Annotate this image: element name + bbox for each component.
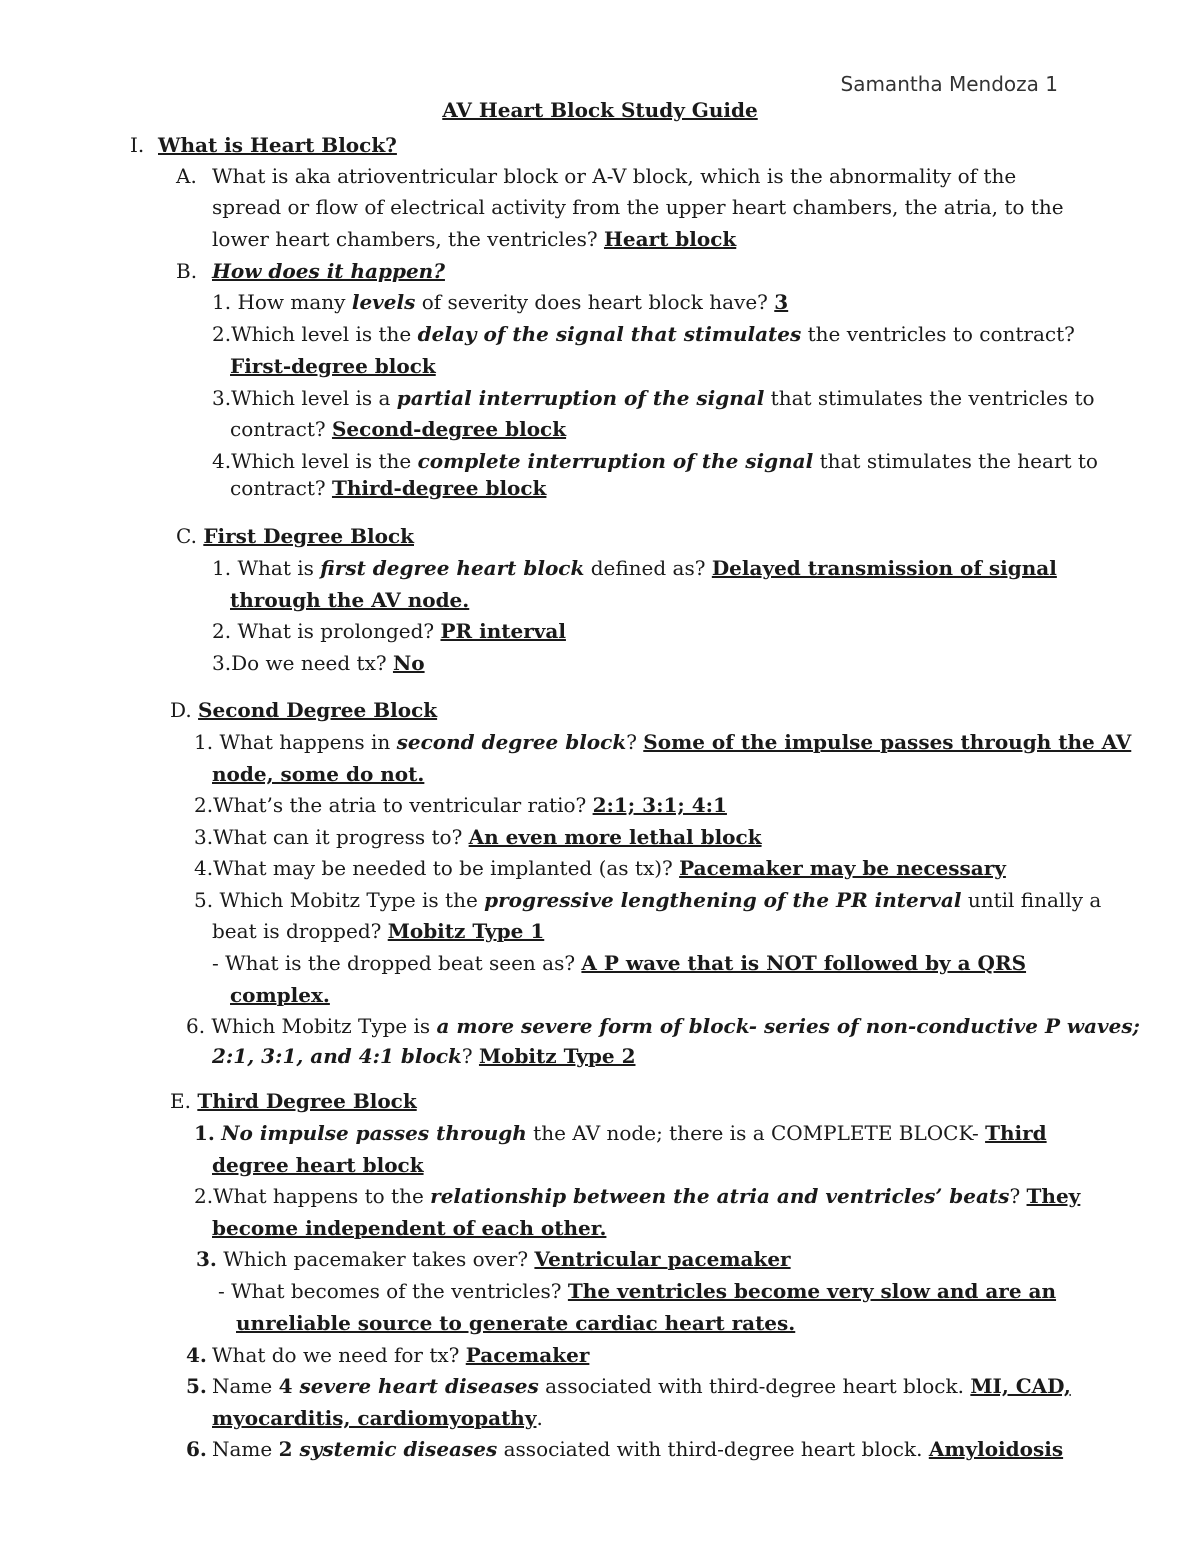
- list-marker: 2.: [212, 619, 232, 643]
- question-text: Which Mobitz Type is the: [219, 888, 485, 912]
- item-d-q5-sub: [212, 950, 1026, 976]
- question-text: lower heart chambers, the ventricles?: [212, 227, 598, 251]
- question-text: Which level is the: [231, 322, 418, 346]
- item-a-line-3: [212, 226, 736, 252]
- answer: degree heart block: [212, 1153, 424, 1177]
- item-c: [176, 523, 414, 549]
- section-heading: Second Degree Block: [198, 698, 438, 722]
- question-text: Do we need tx?: [231, 651, 387, 675]
- item-d: [170, 697, 437, 723]
- emphasis: second degree block: [396, 730, 627, 754]
- item-e: [170, 1088, 417, 1114]
- emphasis: 4: [278, 1374, 300, 1398]
- emphasis: systemic diseases: [299, 1437, 498, 1461]
- question-text: ?: [1009, 1184, 1021, 1208]
- answer: Amyloidosis: [928, 1437, 1064, 1461]
- answer: Heart block: [603, 227, 737, 251]
- emphasis: progressive lengthening of the PR interval: [484, 888, 962, 912]
- item-b-q3-answer: [230, 416, 566, 442]
- question-text: Name: [212, 1437, 279, 1461]
- list-marker: 1.: [194, 1121, 215, 1145]
- question-text: until finally a: [961, 888, 1102, 912]
- answer: Pacemaker may be necessary: [679, 856, 1006, 880]
- item-d-q3: [194, 824, 762, 850]
- question-text: What do we need for tx?: [212, 1343, 460, 1367]
- answer: The ventricles become very slow and are an: [567, 1279, 1057, 1303]
- question-text: .: [536, 1406, 543, 1430]
- item-d-q2: [194, 792, 727, 818]
- answer: myocarditis, cardiomyopathy: [212, 1406, 537, 1430]
- answer: First-degree block: [230, 354, 436, 378]
- section-heading: What is Heart Block?: [158, 133, 397, 157]
- question-text: What happens to the: [213, 1184, 431, 1208]
- answer: An even more lethal block: [468, 825, 762, 849]
- list-marker: 4.: [186, 1343, 207, 1367]
- section-heading: How does it happen?: [212, 259, 445, 283]
- question-text: ?: [461, 1044, 473, 1068]
- answer: complex.: [230, 983, 330, 1007]
- item-e-q5: [186, 1373, 1071, 1399]
- item-d-q1-answer: [212, 761, 424, 787]
- list-marker: 5.: [186, 1374, 207, 1398]
- item-b-q4: [212, 448, 1098, 474]
- page-header-author: Samantha Mendoza 1: [840, 72, 1058, 96]
- answer: Delayed transmission of signal: [711, 556, 1057, 580]
- list-marker: -: [212, 951, 219, 975]
- question-text: ?: [626, 730, 637, 754]
- answer: node, some do not.: [212, 762, 425, 786]
- item-d-q5-sub-answer: [230, 982, 330, 1008]
- item-d-q6-answer: [212, 1043, 635, 1069]
- question-text: contract?: [230, 417, 326, 441]
- answer: Mobitz Type 2: [478, 1044, 636, 1068]
- list-marker: 4.: [212, 449, 232, 473]
- answer: 2:1; 3:1; 4:1: [592, 793, 727, 817]
- emphasis: delay of the signal that stimulates: [417, 322, 802, 346]
- item-b-q2: [212, 321, 1075, 347]
- item-b-q3: [212, 385, 1095, 411]
- emphasis: relationship between the atria and ventricles’ beats: [430, 1184, 1010, 1208]
- question-text: contract?: [230, 476, 326, 500]
- emphasis: partial interruption of the signal: [396, 386, 765, 410]
- item-e-q5-answer: [212, 1405, 543, 1431]
- answer: become independent of each other.: [212, 1216, 607, 1240]
- item-b-q2-answer: [230, 353, 436, 379]
- item-c-q1: [212, 555, 1057, 581]
- answer: Third-degree block: [331, 476, 547, 500]
- answer: Mobitz Type 1: [387, 919, 545, 943]
- item-c-q2: [212, 618, 566, 644]
- list-marker: 3.: [194, 825, 214, 849]
- emphasis: severe heart diseases: [299, 1374, 539, 1398]
- list-marker: 1.: [212, 556, 232, 580]
- answer: No: [392, 651, 425, 675]
- list-marker: C.: [176, 524, 197, 548]
- section-heading: First Degree Block: [203, 524, 414, 548]
- answer: unreliable source to generate cardiac heart rates.: [236, 1311, 796, 1335]
- list-marker: 6.: [186, 1014, 206, 1038]
- list-marker: 2.: [194, 793, 214, 817]
- item-b-q4-answer: [230, 475, 546, 501]
- emphasis: No impulse passes through: [221, 1121, 527, 1145]
- list-marker: 1.: [194, 730, 214, 754]
- question-text: Which Mobitz Type is: [211, 1014, 437, 1038]
- item-b-q1: [212, 289, 788, 315]
- item-c-q3: [212, 650, 425, 676]
- list-marker: B.: [176, 259, 198, 283]
- item-d-q4: [194, 855, 1006, 881]
- list-marker: 3.: [212, 386, 232, 410]
- emphasis: a more severe form of block- series of non-conductive P waves;: [436, 1014, 1140, 1038]
- section-i: [130, 132, 397, 158]
- question-text: What happens in: [219, 730, 397, 754]
- item-e-q1: [194, 1120, 1047, 1146]
- question-text: Which level is a: [231, 386, 397, 410]
- answer: A P wave that is NOT followed by a QRS: [581, 951, 1027, 975]
- item-a-line-1: [176, 163, 1016, 189]
- item-e-q1-answer: [212, 1152, 424, 1178]
- question-text: What may be needed to be implanted (as tx)?: [213, 856, 673, 880]
- emphasis: complete interruption of the signal: [417, 449, 814, 473]
- answer: Some of the impulse passes through the AV: [643, 730, 1132, 754]
- question-text: defined as?: [584, 556, 706, 580]
- question-text: How many: [237, 290, 352, 314]
- question-text: the ventricles to contract?: [801, 322, 1075, 346]
- item-c-q1-answer: [230, 587, 469, 613]
- answer: MI, CAD,: [970, 1374, 1071, 1398]
- item-e-q3: [196, 1246, 791, 1272]
- question-text: associated with third-degree heart block.: [497, 1437, 923, 1461]
- emphasis: 2:1, 3:1, and 4:1 block: [212, 1044, 462, 1068]
- list-marker: 5.: [194, 888, 214, 912]
- question-text: What becomes of the ventricles?: [231, 1279, 562, 1303]
- list-marker: 2.: [212, 322, 232, 346]
- list-marker: 4.: [194, 856, 214, 880]
- item-e-q3-sub: [218, 1278, 1056, 1304]
- question-text: What can it progress to?: [213, 825, 463, 849]
- emphasis: 2: [278, 1437, 300, 1461]
- answer: Ventricular pacemaker: [534, 1247, 791, 1271]
- question-text: What’s the atria to ventricular ratio?: [213, 793, 587, 817]
- answer: Pacemaker: [465, 1343, 590, 1367]
- answer: 3: [774, 290, 789, 314]
- item-d-q5: [194, 887, 1101, 913]
- answer: They: [1026, 1184, 1081, 1208]
- answer: PR interval: [440, 619, 566, 643]
- question-text: What is aka atrioventricular block or A-V block, which is the abnormality of the: [212, 164, 1017, 188]
- question-text: What is the dropped beat seen as?: [225, 951, 576, 975]
- list-marker: 6.: [186, 1437, 207, 1461]
- item-e-q2: [194, 1183, 1080, 1209]
- question-text: Name: [212, 1374, 279, 1398]
- item-e-q3-sub-answer: [236, 1310, 795, 1336]
- item-e-q6: [186, 1436, 1063, 1462]
- answer: Third: [985, 1121, 1047, 1145]
- item-d-q6: [186, 1013, 1140, 1039]
- question-text: What is prolonged?: [237, 619, 435, 643]
- question-text: that stimulates the ventricles to: [764, 386, 1095, 410]
- question-text: beat is dropped?: [212, 919, 382, 943]
- question-text: What is: [237, 556, 321, 580]
- list-marker: 1.: [212, 290, 232, 314]
- list-marker: 3.: [212, 651, 232, 675]
- list-marker: E.: [170, 1089, 191, 1113]
- list-marker: 3.: [196, 1247, 217, 1271]
- section-heading: Third Degree Block: [197, 1089, 417, 1113]
- item-e-q4: [186, 1342, 589, 1368]
- list-marker: I.: [130, 133, 145, 157]
- answer: through the AV node.: [230, 588, 470, 612]
- item-e-q2-answer: [212, 1215, 606, 1241]
- question-text: associated with third-degree heart block.: [538, 1374, 964, 1398]
- question-text: that stimulates the heart to: [813, 449, 1098, 473]
- list-marker: D.: [170, 698, 192, 722]
- question-text: the AV node; there is a COMPLETE BLOCK-: [526, 1121, 979, 1145]
- emphasis: levels: [351, 290, 416, 314]
- list-marker: 2.: [194, 1184, 214, 1208]
- question-text: of severity does heart block have?: [415, 290, 768, 314]
- question-text: Which level is the: [231, 449, 418, 473]
- item-d-q5-answer: [212, 918, 544, 944]
- answer: Second-degree block: [331, 417, 567, 441]
- page-title: AV Heart Block Study Guide: [442, 98, 758, 122]
- emphasis: first degree heart block: [320, 556, 585, 580]
- question-text: Which pacemaker takes over?: [223, 1247, 529, 1271]
- item-b: [176, 258, 445, 284]
- list-marker: A.: [176, 164, 197, 188]
- list-marker: -: [218, 1279, 225, 1303]
- item-a-line-2: spread or flow of electrical activity from the upper heart chambers, the atria, to the: [212, 195, 1064, 219]
- item-d-q1: [194, 729, 1131, 755]
